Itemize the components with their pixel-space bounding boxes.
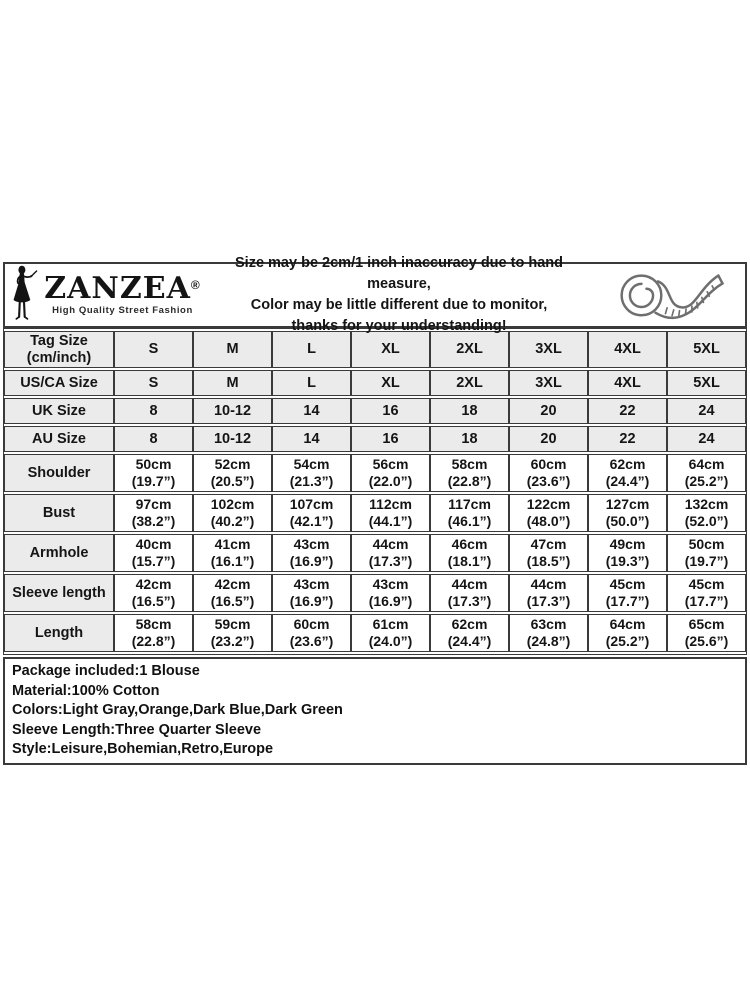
size-cell: 22 [588, 426, 667, 452]
measure-cell: 43cm (16.9”) [272, 534, 351, 572]
measure-cell: 62cm (24.4”) [588, 454, 667, 492]
row-label-armhole: Armhole [4, 534, 114, 572]
size-notice [203, 253, 595, 337]
size-cell: XL [351, 370, 430, 396]
measure-cell: 58cm (22.8”) [430, 454, 509, 492]
size-chart-sheet [3, 255, 747, 765]
size-cell: L [272, 370, 351, 396]
chart-header [3, 255, 747, 334]
measure-cell: 63cm (24.8”) [509, 614, 588, 652]
measure-cell: 97cm (38.2”) [114, 494, 193, 532]
measure-cell: 132cm (52.0”) [667, 494, 746, 532]
row-label-uk: UK Size [4, 398, 114, 424]
measure-cell: 56cm (22.0”) [351, 454, 430, 492]
size-cell: 20 [509, 426, 588, 452]
measure-cell: 62cm (24.4”) [430, 614, 509, 652]
measure-cell: 43cm (16.9”) [272, 574, 351, 612]
table-row-sleeve-length [4, 574, 746, 612]
size-cell: 18 [430, 398, 509, 424]
measure-cell: 42cm (16.5”) [114, 574, 193, 612]
measure-cell: 43cm (16.9”) [351, 574, 430, 612]
measure-cell: 45cm (17.7”) [667, 574, 746, 612]
measure-cell: 45cm (17.7”) [588, 574, 667, 612]
row-label-usca: US/CA Size [4, 370, 114, 396]
size-column-header: XL [351, 331, 430, 368]
size-cell: 16 [351, 398, 430, 424]
brand-tagline: High Quality Street Fashion [52, 305, 193, 316]
product-info-line-package: Package included:1 Blouse [12, 663, 200, 679]
row-label-length: Length [4, 614, 114, 652]
measure-cell: 61cm (24.0”) [351, 614, 430, 652]
size-cell: 10-12 [193, 398, 272, 424]
table-row-armhole [4, 534, 746, 572]
size-cell: 14 [272, 426, 351, 452]
measuring-tape-icon [595, 264, 745, 326]
notice-line: Size may be 2cm/1 inch inaccuracy due to hand measure, [235, 255, 563, 292]
product-info-line-colors: Colors:Light Gray,Orange,Dark Blue,Dark Green [12, 702, 343, 718]
size-cell: 16 [351, 426, 430, 452]
size-table [3, 328, 747, 655]
measure-cell: 49cm (19.3”) [588, 534, 667, 572]
measure-cell: 44cm (17.3”) [430, 574, 509, 612]
measure-cell: 50cm (19.7”) [114, 454, 193, 492]
measure-cell: 60cm (23.6”) [509, 454, 588, 492]
product-info-line-sleeve: Sleeve Length:Three Quarter Sleeve [12, 721, 262, 738]
measure-cell: 107cm (42.1”) [272, 494, 351, 532]
row-label-shoulder: Shoulder [4, 454, 114, 492]
notice-line: thanks for your understanding! [291, 318, 507, 334]
size-cell: 24 [667, 398, 746, 424]
size-column-header: S [114, 331, 193, 368]
size-cell: M [193, 370, 272, 396]
product-info-box [3, 657, 747, 765]
table-row-au-size [4, 426, 746, 452]
measure-cell: 44cm (17.3”) [351, 534, 430, 572]
size-cell: 14 [272, 398, 351, 424]
measure-cell: 64cm (25.2”) [588, 614, 667, 652]
measure-cell: 58cm (22.8”) [114, 614, 193, 652]
size-cell: S [114, 370, 193, 396]
size-cell: 10-12 [193, 426, 272, 452]
size-column-header: 3XL [509, 331, 588, 368]
measure-cell: 47cm (18.5”) [509, 534, 588, 572]
table-row-uk-size [4, 398, 746, 424]
measure-cell: 102cm (40.2”) [193, 494, 272, 532]
size-cell: 4XL [588, 370, 667, 396]
measure-cell: 46cm (18.1”) [430, 534, 509, 572]
registered-mark-icon: ® [190, 278, 201, 292]
size-column-header: 2XL [430, 331, 509, 368]
size-cell: 3XL [509, 370, 588, 396]
size-cell: 5XL [667, 370, 746, 396]
size-cell: 2XL [430, 370, 509, 396]
measure-cell: 40cm (15.7”) [114, 534, 193, 572]
size-column-header: M [193, 331, 272, 368]
row-label-bust: Bust [4, 494, 114, 532]
row-label-tag-size: Tag Size (cm/inch) [4, 331, 114, 368]
measure-cell: 44cm (17.3”) [509, 574, 588, 612]
size-column-header: 4XL [588, 331, 667, 368]
size-column-header: 5XL [667, 331, 746, 368]
measure-cell: 59cm (23.2”) [193, 614, 272, 652]
measure-cell: 50cm (19.7”) [667, 534, 746, 572]
row-label-au: AU Size [4, 426, 114, 452]
measure-cell: 41cm (16.1”) [193, 534, 272, 572]
measure-cell: 60cm (23.6”) [272, 614, 351, 652]
measure-cell: 122cm (48.0”) [509, 494, 588, 532]
measure-cell: 117cm (46.1”) [430, 494, 509, 532]
brand-name: ZANZEA® [44, 271, 201, 306]
size-cell: 18 [430, 426, 509, 452]
measure-cell: 42cm (16.5”) [193, 574, 272, 612]
table-row-bust [4, 494, 746, 532]
measure-cell: 127cm (50.0”) [588, 494, 667, 532]
notice-line: Color may be little different due to monitor, [250, 297, 548, 313]
woman-silhouette-icon [7, 265, 41, 326]
product-info-line-style: Style:Leisure,Bohemian,Retro,Europe [12, 741, 274, 757]
size-column-header: L [272, 331, 351, 368]
measure-cell: 64cm (25.2”) [667, 454, 746, 492]
measure-cell: 112cm (44.1”) [351, 494, 430, 532]
measure-cell: 65cm (25.6”) [667, 614, 746, 652]
size-cell: 8 [114, 426, 193, 452]
product-info-line-material: Material:100% Cotton [12, 682, 160, 699]
row-label-sleeve-length: Sleeve length [4, 574, 114, 612]
brand-logo [5, 265, 203, 326]
table-row-shoulder [4, 454, 746, 492]
table-row-length [4, 614, 746, 652]
size-cell: 24 [667, 426, 746, 452]
size-cell: 8 [114, 398, 193, 424]
table-row-usca-size [4, 370, 746, 396]
size-cell: 20 [509, 398, 588, 424]
measure-cell: 54cm (21.3”) [272, 454, 351, 492]
size-cell: 22 [588, 398, 667, 424]
measure-cell: 52cm (20.5”) [193, 454, 272, 492]
